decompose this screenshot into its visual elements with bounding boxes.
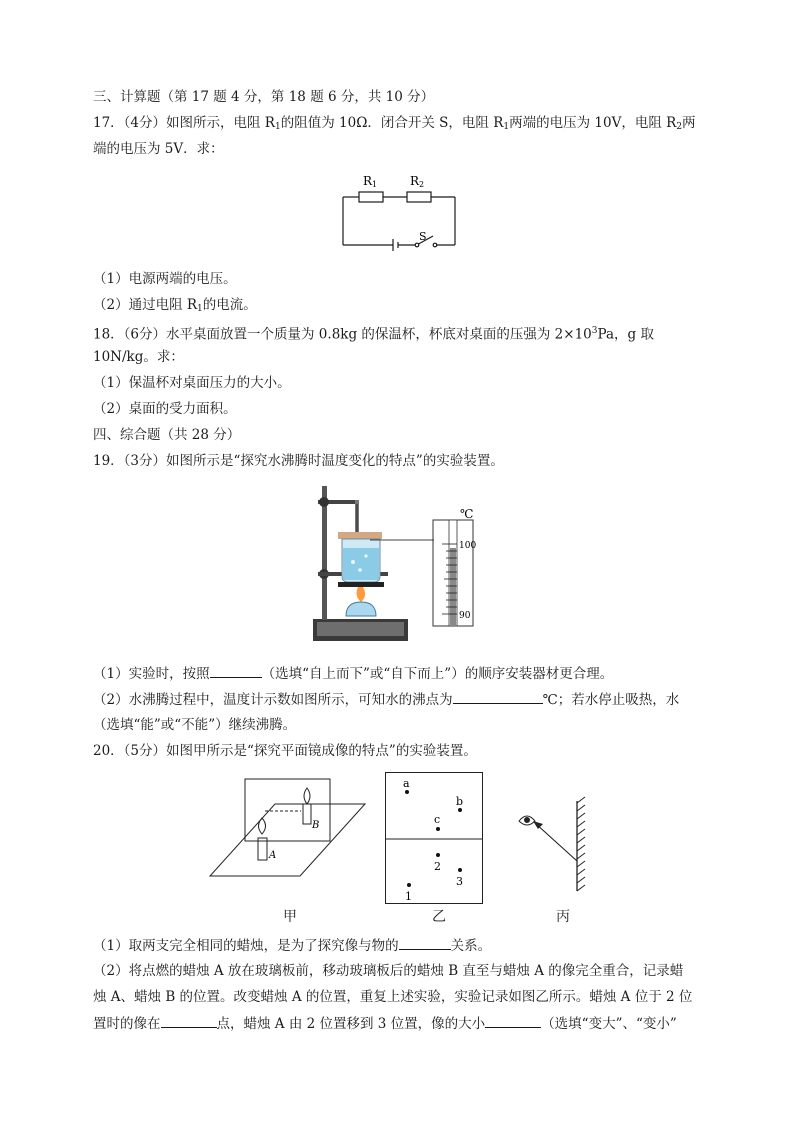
eye-icon bbox=[519, 816, 535, 825]
answer-blank[interactable] bbox=[399, 936, 451, 950]
thermometer-label-100: 100 bbox=[459, 541, 477, 551]
resistor-r1 bbox=[359, 192, 383, 202]
label-point-a: a bbox=[403, 777, 410, 790]
svg-text:R2: R2 bbox=[410, 174, 425, 189]
figure-yi-record-sheet bbox=[385, 772, 485, 906]
section-4-heading: 四、综合题（共 28 分） bbox=[93, 427, 241, 443]
svg-text:R1: R1 bbox=[363, 174, 378, 189]
figure-jia-mirror-setup bbox=[205, 776, 375, 881]
label-candle-b: B bbox=[312, 820, 320, 831]
label-switch: S bbox=[419, 230, 427, 243]
q19-part-2: （2）水沸腾过程中，温度计示数如图所示，可知水的沸点为 ℃；若水停止吸热，水 bbox=[93, 692, 680, 708]
label-point-3: 3 bbox=[456, 875, 463, 888]
q20-stem: 20．（5分）如图甲所示是“探究平面镜成像的特点”的实验装置。 bbox=[93, 743, 477, 759]
q20-part-2-line-2: 烛 A、蜡烛 B 的位置。改变蜡烛 A 的位置，重复上述实验，实验记录如图乙所示。蜡烛 A 位于 2 位 bbox=[93, 989, 693, 1005]
answer-blank[interactable] bbox=[453, 690, 543, 704]
circuit-diagram bbox=[335, 170, 465, 250]
label-candle-a: A bbox=[269, 850, 277, 861]
resistor-r2 bbox=[407, 192, 431, 202]
label-point-c: c bbox=[434, 813, 441, 826]
answer-blank[interactable] bbox=[161, 1014, 217, 1028]
q18-stem-line-2: 10N/kg。求： bbox=[93, 349, 184, 365]
q20-part-1: （1）取两支完全相同的蜡烛，是为了探究像与物的 关系。 bbox=[93, 938, 492, 954]
q18-part-2: （2）桌面的受力面积。 bbox=[93, 401, 237, 417]
figure-bing-eye-mirror bbox=[515, 773, 590, 895]
caption-jia: 甲 bbox=[283, 909, 297, 925]
q17-stem-line-1: 17．（4分）如图所示，电阻 $R_1$的阻值为 10Ω．闭合开关 S，电阻 $R_1$两端的电压为 10V，电阻 $R_2$两 bbox=[93, 115, 696, 132]
q18-stem-line-1: 18．（6分）水平桌面放置一个质量为 0.8kg 的保温杯，杯底对桌面的压强为 $2\times 10^3Pa$，g 取 bbox=[93, 326, 654, 343]
answer-blank[interactable] bbox=[210, 664, 262, 678]
q20-part-2-line-3: 置时的像在 点，蜡烛 A 由 2 位置移到 3 位置，像的大小 （选填“变大”、“变小” bbox=[93, 1016, 677, 1032]
label-point-2: 2 bbox=[434, 860, 441, 873]
label-point-1: 1 bbox=[405, 890, 412, 903]
boiling-apparatus-figure bbox=[308, 484, 418, 654]
thermometer-label-90: 90 bbox=[459, 611, 471, 621]
section-3-heading: 三、计算题（第 17 题 4 分，第 18 题 6 分，共 10 分） bbox=[93, 89, 435, 105]
label-r1: R bbox=[363, 174, 373, 188]
caption-yi: 乙 bbox=[432, 909, 446, 925]
thermometer-unit: ℃ bbox=[460, 507, 474, 521]
label-r2: R bbox=[410, 174, 420, 188]
caption-bing: 丙 bbox=[556, 909, 570, 925]
q17-part-2: （2）通过电阻 $R_1$的电流。 bbox=[93, 297, 257, 314]
q19-part-1: （1）实验时，按照 （选填“自上而下”或“自下而上”）的顺序安装器材更合理。 bbox=[93, 666, 614, 682]
q19-part-2-cont: （选填“能”或“不能”）继续沸腾。 bbox=[93, 717, 297, 733]
thermometer-scale bbox=[430, 508, 490, 628]
q17-part-1: （1）电源两端的电压。 bbox=[93, 271, 237, 287]
q19-stem: 19．（3分）如图所示是“探究水沸腾时温度变化的特点”的实验装置。 bbox=[93, 453, 504, 469]
q20-part-2-line-1: （2）将点燃的蜡烛 A 放在玻璃板前，移动玻璃板后的蜡烛 B 直至与蜡烛 A 的像完全重合，记录蜡 bbox=[93, 963, 684, 979]
q18-part-1: （1）保温杯对桌面压力的大小。 bbox=[93, 375, 291, 391]
label-point-b: b bbox=[456, 795, 464, 808]
answer-blank[interactable] bbox=[485, 1014, 541, 1028]
q17-stem-line-2: 端的电压为 5V．求： bbox=[93, 141, 224, 157]
